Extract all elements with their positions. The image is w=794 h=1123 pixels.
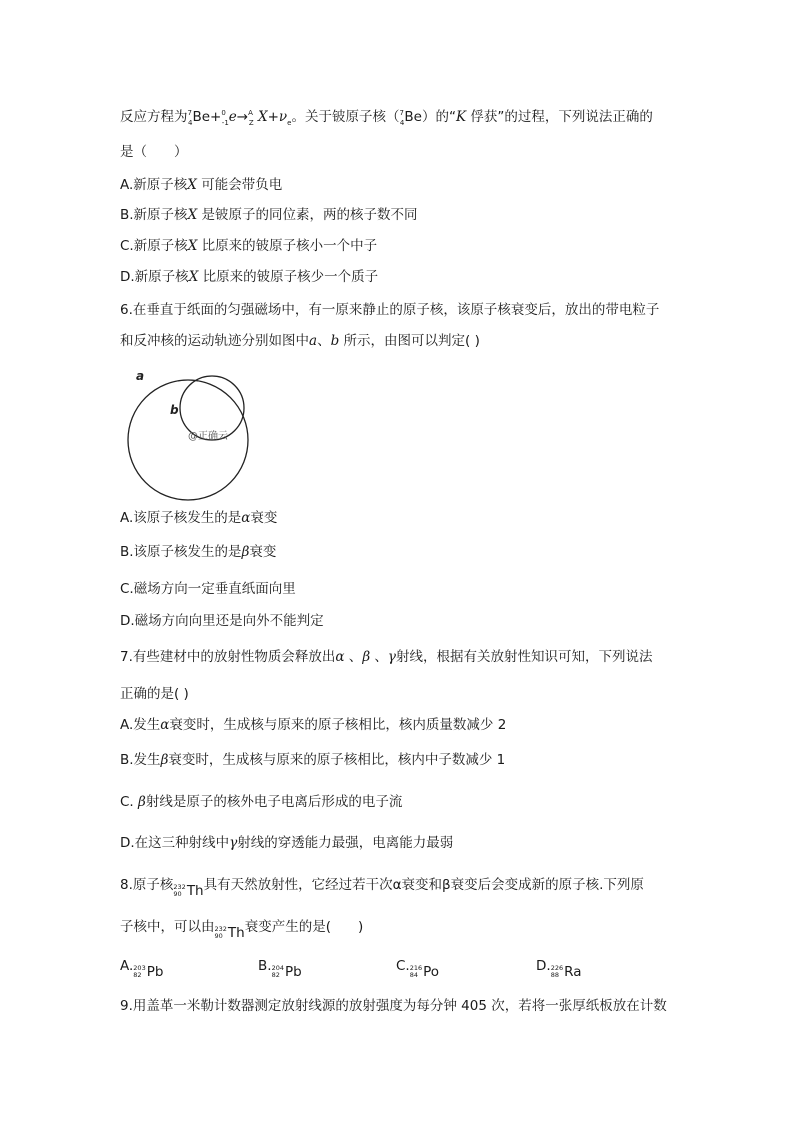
- q6-separator: 、: [317, 333, 331, 349]
- th-mass-number-2: 232: [214, 925, 227, 933]
- q8-option-d-z: 88: [550, 971, 559, 979]
- q8-option-b-nuclide: [272, 964, 302, 980]
- x-atomic-number: Z: [248, 119, 254, 127]
- q5-eq-prefix: 反应方程为: [120, 109, 188, 125]
- q7-separator-2: 、: [370, 649, 388, 665]
- beta-symbol: β: [241, 544, 250, 560]
- x-mass-number: A: [248, 109, 253, 117]
- q5-option-b: [120, 206, 417, 224]
- q7-option-c-prefix: C.: [120, 794, 139, 810]
- q7-option-c: [120, 793, 402, 811]
- q7-alpha: α: [335, 649, 345, 665]
- q8-option-b-z: 82: [271, 971, 280, 979]
- q7-gamma: γ: [387, 649, 396, 665]
- q8-option-a-symbol: Pb: [146, 964, 164, 980]
- q8-option-c-symbol: Po: [423, 964, 440, 980]
- q7-stem-prefix: 7.有些建材中的放射性物质会释放出: [120, 649, 336, 665]
- reaction-arrow: →: [236, 109, 249, 125]
- th-symbol: Th: [186, 883, 204, 899]
- be-atomic-number: 4: [187, 119, 193, 127]
- q6-stem-line1: 6.在垂直于纸面的匀强磁场中，有一原来静止的原子核，该原子核衰变后，放出的带电粒子: [120, 302, 660, 318]
- q8-option-d-mass: 226: [550, 964, 564, 972]
- q6-option-c: C.磁场方向一定垂直纸面向里: [120, 581, 296, 597]
- q5-equation-line: [120, 108, 653, 128]
- th-atomic-number-2: 90: [214, 932, 223, 940]
- q7-stem-line2: 正确的是( ): [120, 686, 189, 702]
- q8-stem2-prefix: 子核中，可以由: [120, 919, 215, 935]
- core-be-mass: 7: [399, 109, 404, 117]
- q8-option-d-nuclide: [551, 964, 582, 980]
- q5-option-c-prefix: C.新原子核: [120, 238, 188, 254]
- track-diagram: [126, 360, 266, 510]
- q7-stem-line1: [120, 648, 653, 666]
- q5-option-c: [120, 237, 377, 255]
- q7-separator-1: 、: [344, 649, 363, 665]
- q8-option-b-label: B.: [258, 958, 272, 974]
- electron-symbol: e: [228, 109, 237, 125]
- q8-stem-suffix: 具有天然放射性，它经过若干次α衰变和β衰变后会变成新的原子核.下列原: [203, 877, 644, 893]
- q7-option-a-alpha: α: [160, 717, 170, 733]
- core-be-symbol: Be: [404, 109, 422, 125]
- q7-option-b-beta: β: [160, 752, 169, 768]
- q5-tail-text: 俘获”的过程，下列说法正确的: [466, 109, 653, 125]
- q6-stem-prefix: 和反冲核的运动轨迹分别如图中: [120, 333, 309, 349]
- thorium-nuclide-2: [215, 924, 245, 942]
- th-atomic-number: 90: [173, 890, 182, 898]
- q7-option-c-text: 射线是原子的核外电子电离后形成的电子流: [145, 794, 403, 810]
- q6-option-b-text: 衰变: [249, 544, 277, 560]
- q8-stem-prefix: 8.原子核: [120, 877, 174, 893]
- q7-option-b-prefix: B.发生: [120, 752, 161, 768]
- q8-option-d-symbol: Ra: [564, 964, 582, 980]
- q8-option-c-nuclide: [410, 964, 439, 980]
- q7-option-a-prefix: A.发生: [120, 717, 161, 733]
- be-mass-number: 7: [187, 109, 192, 117]
- th-symbol-2: Th: [227, 925, 245, 941]
- q7-option-c-beta: β: [138, 794, 146, 810]
- q8-option-d: [536, 958, 581, 980]
- q5-option-b-prefix: B.新原子核: [120, 207, 188, 223]
- q8-option-b-mass: 204: [271, 964, 284, 972]
- watermark-text: @正确云: [188, 431, 228, 442]
- q7-option-b-text: 衰变时，生成核与原来的原子核相比，核内中子数减少 1: [168, 752, 506, 768]
- plus-sign: +: [210, 109, 222, 125]
- q7-option-d-gamma: γ: [229, 835, 238, 851]
- q7-option-a-text: 衰变时，生成核与原来的原子核相比，核内质量数减少 2: [169, 717, 507, 733]
- q8-option-a-label: A.: [120, 958, 134, 974]
- q5-option-a-prefix: A.新原子核: [120, 177, 188, 193]
- q6-b-label: b: [330, 333, 340, 349]
- q5-option-d: [120, 268, 378, 286]
- q5-stem-line2: 是（ ）: [120, 144, 188, 160]
- q7-option-d-text: 射线的穿透能力最强，电离能力最弱: [237, 835, 454, 851]
- q5-option-a-x: X: [187, 177, 197, 193]
- e-mass-number: 0: [221, 109, 226, 117]
- q6-option-d: D.磁场方向向里还是向外不能判定: [120, 613, 324, 629]
- q5-option-a-text: 可能会带负电: [196, 177, 283, 193]
- e-charge-number: -1: [221, 119, 229, 127]
- q6-stem-suffix: 所示，由图可以判定( ): [339, 333, 480, 349]
- q5-option-a: [120, 176, 282, 194]
- q5-option-d-prefix: D.新原子核: [120, 269, 189, 285]
- k-symbol: K: [455, 109, 467, 125]
- q7-option-b: [120, 751, 505, 769]
- x-symbol: X: [257, 109, 268, 125]
- q6-stem-line2: [120, 332, 480, 350]
- q7-option-d: [120, 834, 453, 852]
- q5-option-c-x: X: [187, 238, 198, 254]
- q6-option-b-prefix: B.该原子核发生的是: [120, 544, 242, 560]
- q6-option-b: [120, 543, 276, 561]
- q8-option-c: [396, 958, 439, 980]
- q8-option-c-label: C.: [396, 958, 410, 974]
- q8-option-d-label: D.: [536, 958, 551, 974]
- q8-option-c-mass: 216: [409, 964, 423, 972]
- q8-stem-line2: [120, 918, 363, 942]
- plus-sign-2: +: [267, 109, 279, 125]
- q7-option-d-prefix: D.在这三种射线中: [120, 835, 230, 851]
- q5-option-d-text: 比原来的铍原子核少一个质子: [198, 269, 379, 285]
- q5-option-c-text: 比原来的铍原子核小一个中子: [197, 238, 378, 254]
- q7-beta: β: [362, 649, 371, 665]
- q8-option-a-z: 82: [133, 971, 142, 979]
- q5-eq-suffix: 。关于铍原子核（: [291, 109, 400, 125]
- q8-option-a-mass: 203: [133, 964, 146, 972]
- q5-option-b-text: 是铍原子的同位素，两的核子数不同: [197, 207, 418, 223]
- q6-a-label: a: [309, 333, 318, 349]
- trajectory-a-label: a: [136, 369, 145, 383]
- q7-option-a: [120, 716, 506, 734]
- q8-option-a-nuclide: [133, 964, 163, 980]
- q8-stem2-suffix: 衰变产生的是( ): [244, 919, 364, 935]
- alpha-symbol: α: [241, 510, 251, 526]
- core-be-z: 4: [399, 119, 405, 127]
- neutrino-subscript: e: [287, 119, 292, 127]
- th-mass-number: 232: [173, 883, 186, 891]
- q8-option-c-z: 84: [409, 971, 418, 979]
- neutrino-symbol: ν: [278, 109, 288, 125]
- q9-stem-line1: 9.用盖革一米勒计数器测定放射线源的放射强度为每分钟 405 次，若将一张厚纸板放在计数: [120, 998, 667, 1014]
- q7-stem-suffix: 射线，根据有关放射性知识可知，下列说法: [396, 649, 653, 665]
- thorium-nuclide: [173, 882, 203, 900]
- q6-option-a-text: 衰变: [250, 510, 278, 526]
- q5-option-b-x: X: [187, 207, 198, 223]
- q8-option-b-symbol: Pb: [284, 964, 302, 980]
- trajectory-b-label: b: [170, 403, 179, 417]
- be-symbol: Be: [192, 109, 211, 125]
- q8-stem-line1: [120, 876, 644, 900]
- q6-option-a-prefix: A.该原子核发生的是: [120, 510, 242, 526]
- q8-option-b: [258, 958, 302, 980]
- q5-option-d-x: X: [188, 269, 199, 285]
- q6-option-a: [120, 509, 277, 527]
- q8-option-a: [120, 958, 163, 980]
- q5-mid-text: ）的“: [421, 109, 456, 125]
